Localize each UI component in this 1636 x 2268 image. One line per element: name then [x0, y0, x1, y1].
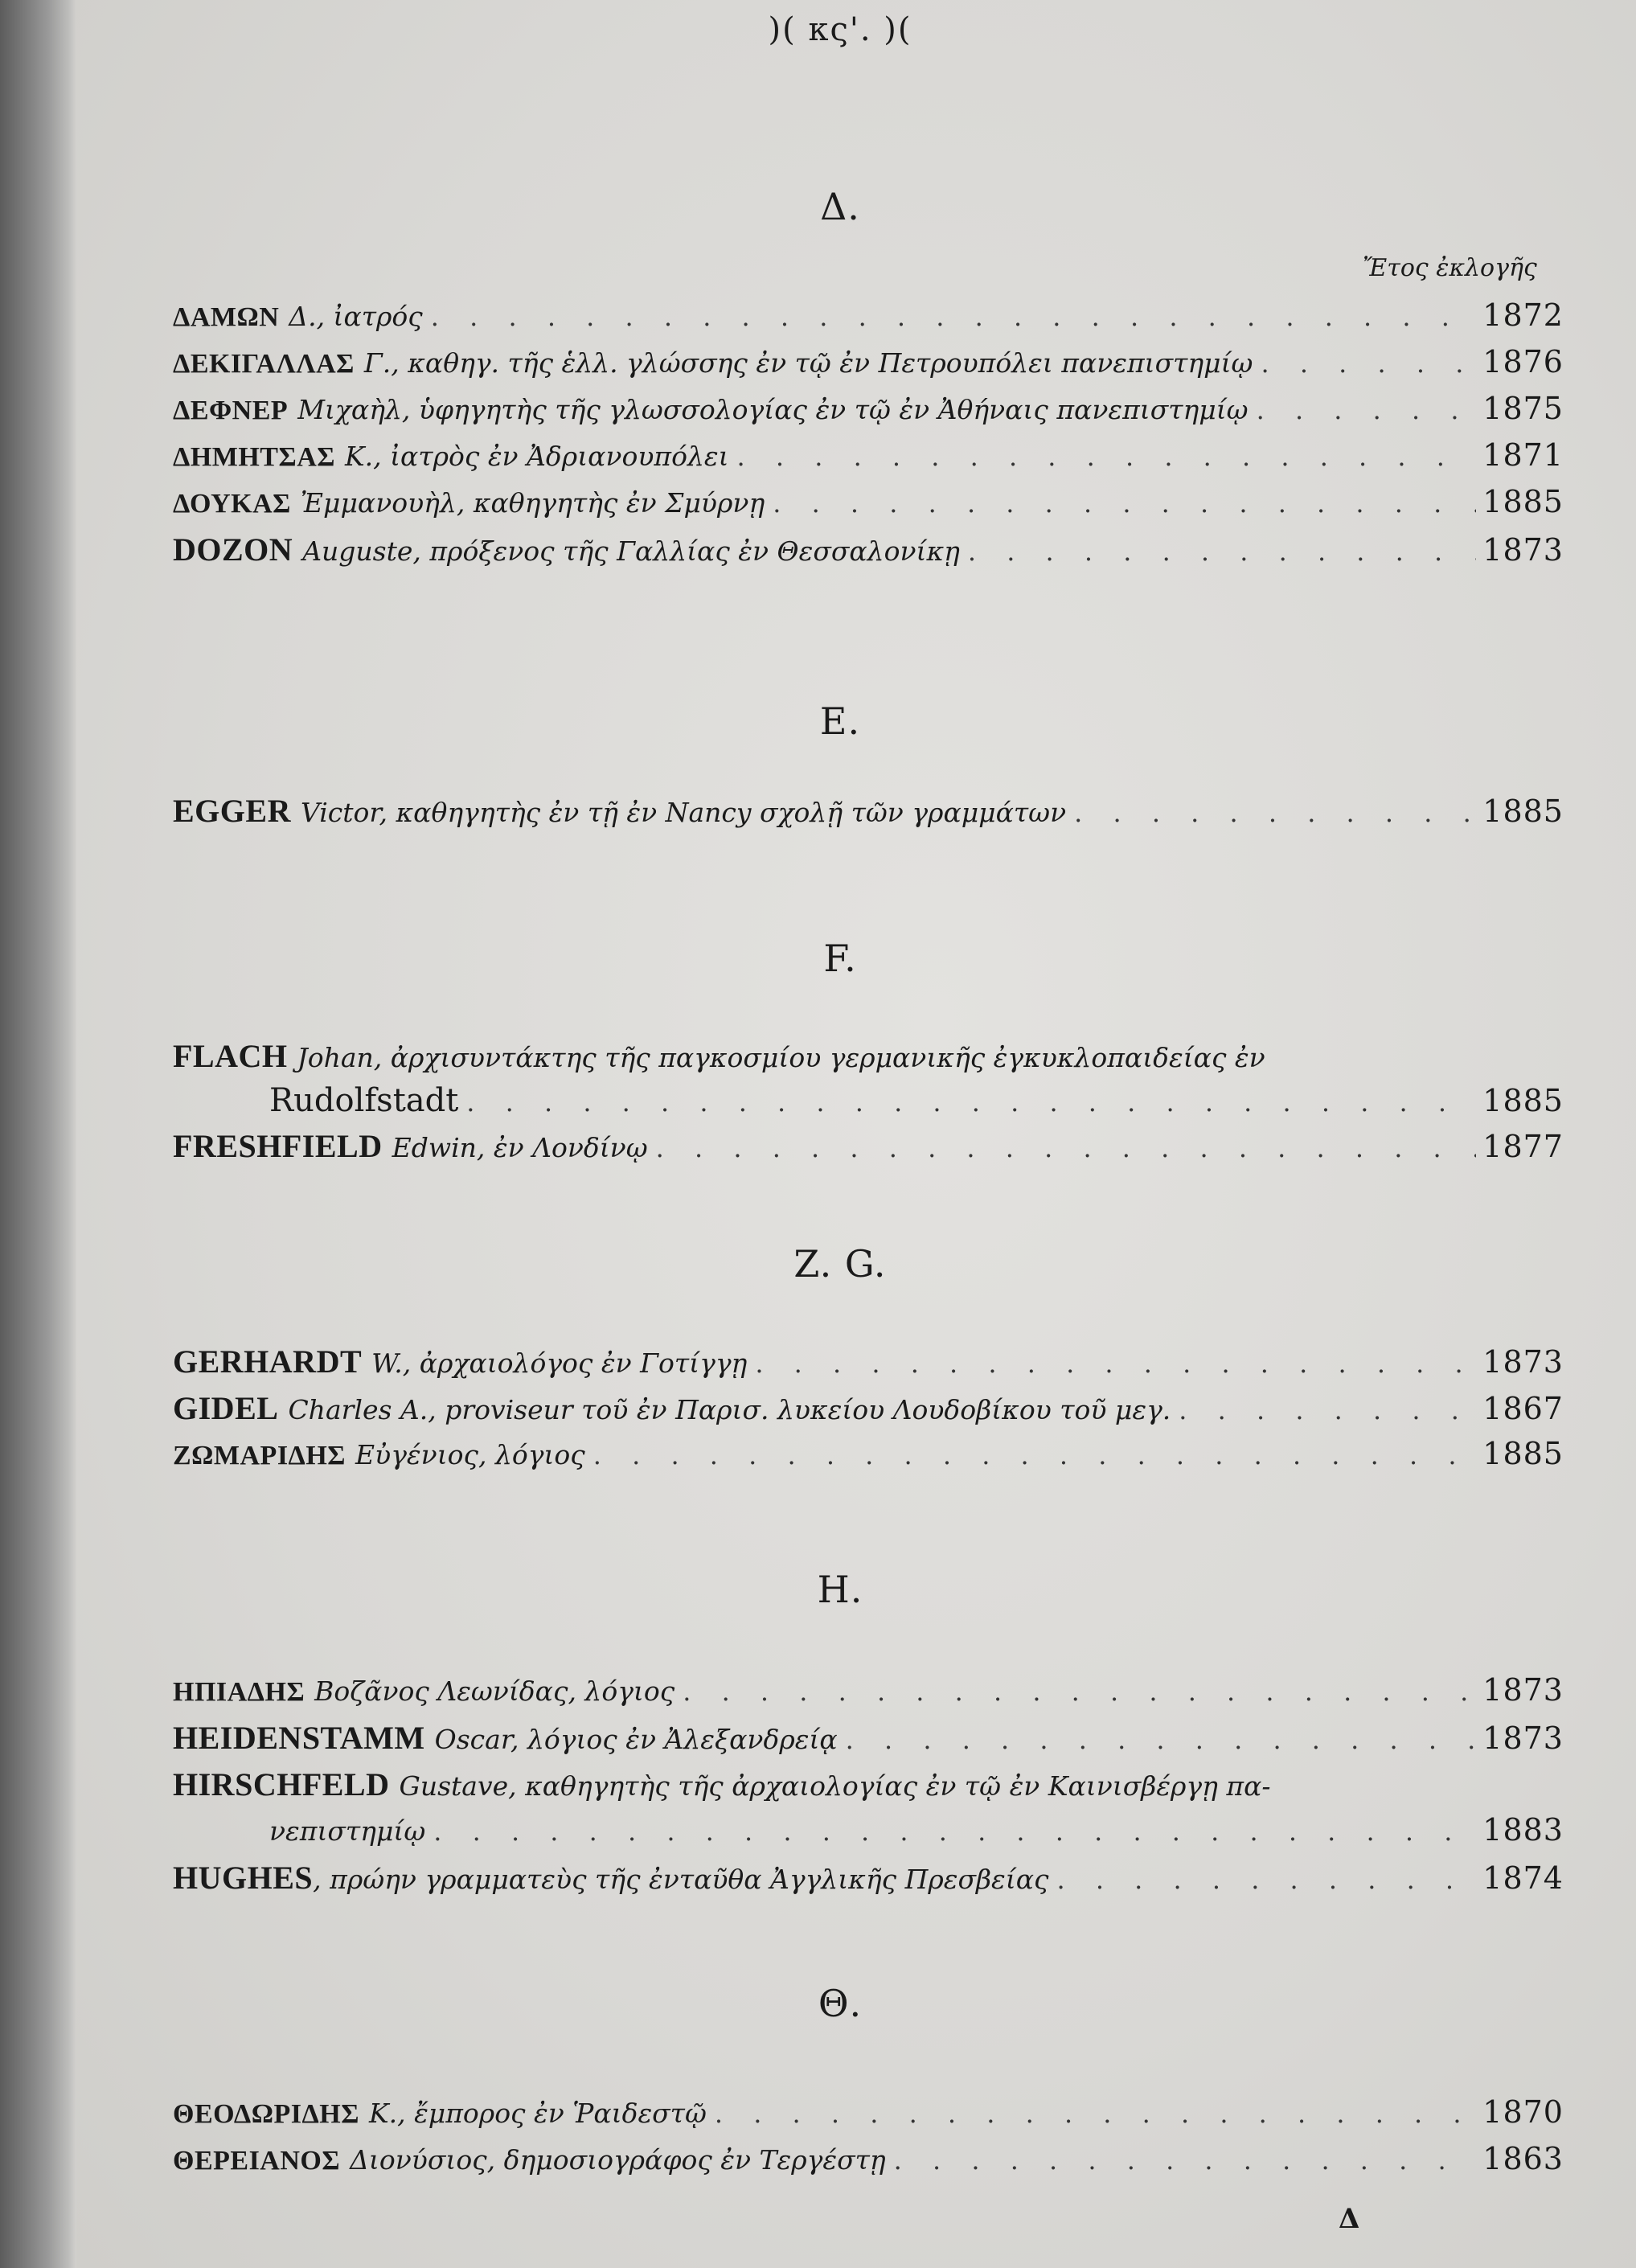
leader-dots [1066, 798, 1476, 828]
entry-name: HIRSCHFELD [173, 1766, 390, 1803]
section-letter-z-g: Z. G. [793, 1242, 887, 1286]
entry-year: 1885 [1482, 1083, 1564, 1118]
list-item [173, 391, 1564, 436]
entry-year: 1872 [1482, 297, 1564, 333]
entry-name: HUGHES [173, 1860, 314, 1896]
section-letter-delta: Δ. [820, 185, 860, 228]
entry-name: EGGER [173, 793, 291, 829]
list-item [173, 1127, 1564, 1172]
entry-description: Εὐγένιος, λόγιος [355, 1439, 585, 1470]
leader-dots [1048, 1864, 1476, 1895]
entry-year: 1877 [1482, 1129, 1564, 1164]
entry-name: ΔΗΜΗΤΣΑΣ [173, 442, 335, 472]
list-item [173, 2141, 1564, 2186]
entry-description: Γ., καθηγ. τῆς ἑλλ. γλώσσης ἐν τῷ ἐν Πετρουπόλει πανεπιστημίῳ [363, 347, 1253, 379]
leader-dots [747, 1348, 1476, 1379]
list-item [173, 1672, 1564, 1717]
entry-description: Κ., ἔμπορος ἐν Ῥαιδεστῷ [368, 2098, 707, 2129]
list-item [173, 1766, 1564, 1811]
leader-dots [425, 1816, 1476, 1847]
entry-name: FRESHFIELD [173, 1128, 383, 1164]
entry-name: ΗΠΙΑΔΗΣ [173, 1677, 305, 1707]
entry-name: ΘΕΡΕΙΑΝΟΣ [173, 2146, 341, 2176]
entry-name: GIDEL [173, 1390, 279, 1426]
entry-year: 1863 [1482, 2141, 1564, 2176]
entry-description: Βοζᾶνος Λεωνίδας, λόγιος [314, 1675, 675, 1707]
list-item [173, 297, 1564, 342]
entry-name: FLACH [173, 1038, 288, 1074]
leader-dots [729, 441, 1477, 472]
entry-description: Rudolfstadt [269, 1082, 459, 1119]
page [76, 0, 1636, 2268]
entry-year: 1876 [1482, 344, 1564, 379]
list-item [173, 1037, 1564, 1082]
entry-name: ΘΕΟΔΩΡΙΔΗΣ [173, 2099, 359, 2129]
entry-name: ΔΟΥΚΑΣ [173, 489, 291, 519]
entry-year: 1874 [1482, 1860, 1564, 1896]
book-spine-shadow [0, 0, 76, 2268]
leader-dots [1171, 1395, 1476, 1425]
entry-description: Johan, ἀρχισυντάκτης τῆς παγκοσμίου γερμανικῆς ἐγκυκλοπαιδείας ἐν [297, 1042, 1265, 1073]
list-item [173, 437, 1564, 482]
leader-dots [1253, 348, 1476, 379]
entry-description: Charles A., proviseur τοῦ ἐν Παρισ. λυκείου Λουδοβίκου τοῦ μεγ. [288, 1394, 1171, 1425]
year-column-header: Ἔτος ἐκλογῆς [1363, 254, 1537, 282]
entry-description: Auguste, πρόξενος τῆς Γαλλίας ἐν Θεσσαλονίκῃ [302, 535, 960, 567]
leader-dots [886, 2145, 1477, 2176]
list-item-continuation [269, 1812, 1564, 1857]
entry-description: W., ἀρχαιολόγος ἐν Γοτίγγῃ [371, 1347, 748, 1379]
entry-description: νεπιστημίῳ [269, 1815, 426, 1847]
leader-dots [838, 1725, 1477, 1755]
section-letter-e: E. [819, 699, 861, 743]
list-item [173, 1343, 1564, 1388]
signature-mark: Δ [1339, 2203, 1360, 2235]
entry-year: 1873 [1482, 1344, 1564, 1380]
list-item [173, 531, 1564, 576]
leader-dots [960, 536, 1476, 567]
section-letter-f: F. [823, 937, 857, 980]
list-item [173, 1389, 1564, 1434]
entry-description: Μιχαὴλ, ὑφηγητὴς τῆς γλωσσολογίας ἐν τῷ ἐν Ἀθήναις πανεπιστημίῳ [297, 394, 1249, 425]
leader-dots [707, 2098, 1476, 2129]
section-letter-h: H. [817, 1568, 863, 1611]
list-item [173, 1436, 1564, 1481]
entry-name: GERHARDT [173, 1343, 363, 1380]
entry-description: , πρώην γραμματεὺς τῆς ἐνταῦθα Ἀγγλικῆς Πρεσβείας [313, 1864, 1049, 1895]
entry-name: ΖΩΜΑΡΙΔΗΣ [173, 1441, 346, 1470]
entry-year: 1885 [1482, 484, 1564, 519]
entry-name: ΔΕΦΝΕΡ [173, 396, 289, 425]
entry-year: 1875 [1482, 391, 1564, 426]
entry-year: 1870 [1482, 2094, 1564, 2130]
entry-description: Διονύσιος, δημοσιογράφος ἐν Τεργέστῃ [350, 2144, 886, 2176]
entry-description: Ἐμμανουὴλ, καθηγητὴς ἐν Σμύρνῃ [300, 487, 765, 519]
entry-description: Gustave, καθηγητὴς τῆς ἀρχαιολογίας ἐν τῷ ἐν Καινισβέργῃ πα- [399, 1770, 1271, 1802]
entry-year: 1885 [1482, 1436, 1564, 1471]
leader-dots [648, 1133, 1477, 1163]
entry-description: Victor, καθηγητὴς ἐν τῇ ἐν Nancy σχολῇ τῶν γραμμάτων [300, 797, 1067, 828]
entry-year: 1871 [1482, 437, 1564, 473]
list-item [173, 2094, 1564, 2139]
section-letter-theta: Θ. [818, 1982, 863, 2025]
list-item [173, 792, 1564, 837]
list-item [173, 484, 1564, 529]
leader-dots [585, 1440, 1477, 1470]
entry-name: ΔΕΚΙΓΑΛΛΑΣ [173, 349, 355, 379]
entry-name: DOZON [173, 531, 293, 568]
entry-description: Edwin, ἐν Λονδίνῳ [392, 1132, 648, 1163]
entry-description: Δ., ἰατρός [289, 301, 423, 332]
entry-year: 1883 [1482, 1812, 1564, 1848]
list-item [173, 1719, 1564, 1764]
leader-dots [1249, 395, 1477, 425]
leader-dots [458, 1087, 1476, 1118]
entry-year: 1873 [1482, 532, 1564, 568]
leader-dots [423, 301, 1477, 332]
entry-year: 1873 [1482, 1720, 1564, 1756]
list-item-continuation [269, 1082, 1564, 1127]
entry-description: Κ., ἰατρὸς ἐν Ἀδριανουπόλει [345, 441, 729, 472]
entry-year: 1885 [1482, 794, 1564, 829]
entry-year: 1867 [1482, 1391, 1564, 1426]
entry-name: HEIDENSTAMM [173, 1720, 425, 1756]
list-item [173, 344, 1564, 389]
page-number: )( κς'. )( [768, 11, 912, 48]
leader-dots [674, 1676, 1476, 1707]
leader-dots [765, 488, 1476, 519]
entry-year: 1873 [1482, 1672, 1564, 1708]
entry-description: Oscar, λόγιος ἐν Ἀλεξανδρείᾳ [434, 1724, 838, 1755]
entry-name: ΔΑΜΩΝ [173, 302, 280, 332]
list-item [173, 1859, 1564, 1904]
